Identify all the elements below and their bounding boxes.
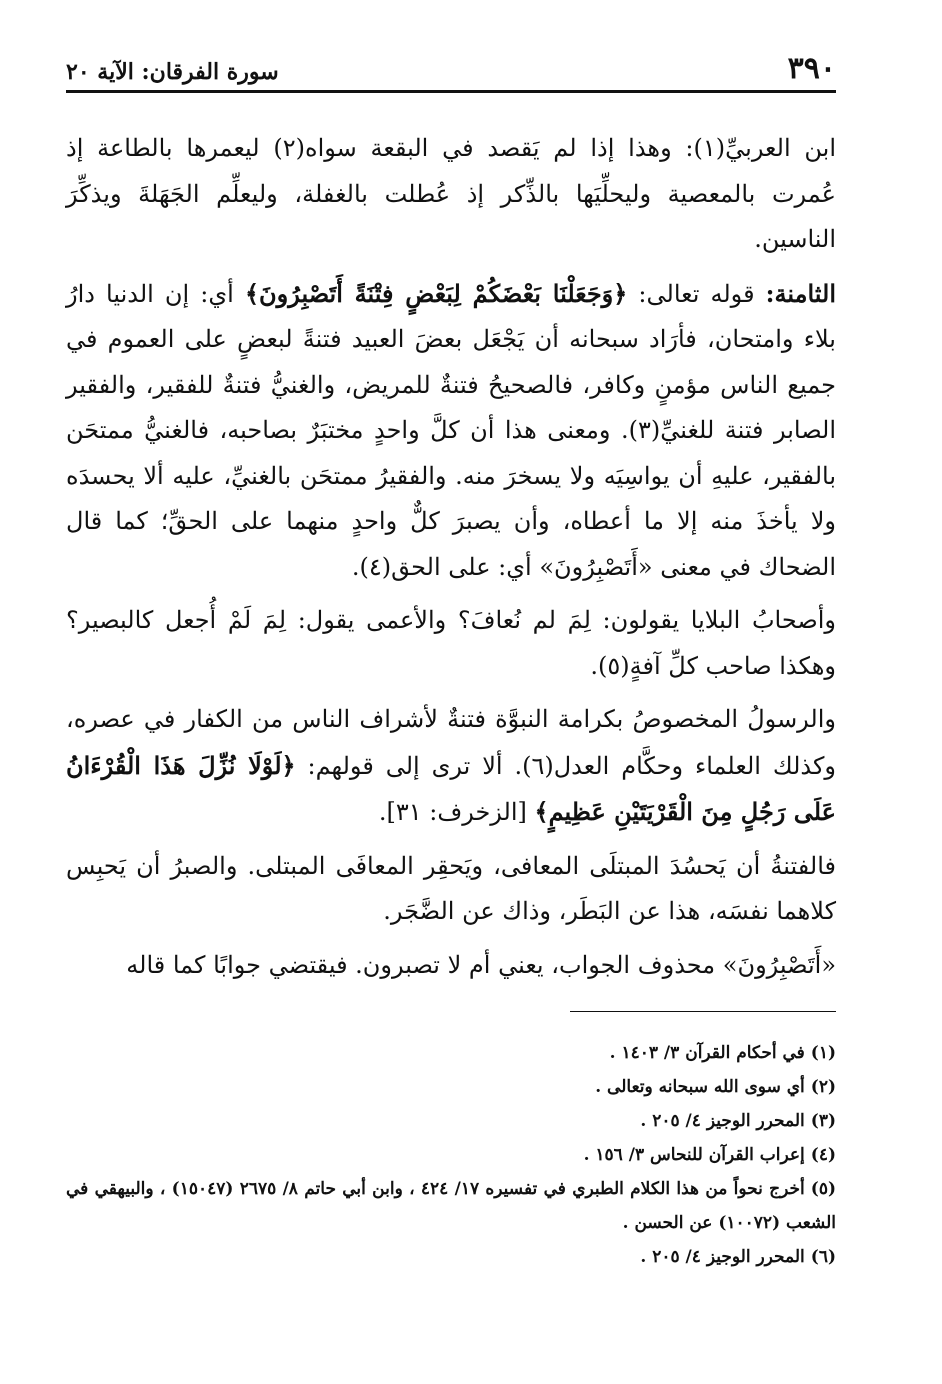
- footnote-number: (٢): [810, 1077, 836, 1097]
- running-title: سورة الفرقان: الآية ٢٠: [66, 59, 279, 85]
- paragraph-1: ابن العربيِّ(١): وهذا إذا لم يَقصد في البقعة سواه(٢) ليعمرها بالطاعة إذ عُمرت بالمعصية وليحلِّيَها بالذِّكر إذ عُطلت بالغفلة، وليعلِّم الجَهَلةَ ويذكِّرَ الناسين.: [66, 134, 836, 253]
- footnote-6: [66, 1240, 836, 1274]
- paragraph-4-text-a: والرسولُ المخصوصُ بكرامة النبوَّة فتنةٌ لأشراف الناس من الكفار في عصره، وكذلك العلماء وحكَّام العدل(٦). ألا ترى إلى قولهم:: [66, 705, 836, 780]
- footnote-text: إعراب القرآن للنحاس ٣/ ١٥٦ .: [583, 1145, 805, 1165]
- footnote-number: (٥): [810, 1179, 837, 1199]
- footnote-number: (٤): [810, 1145, 836, 1165]
- main-text: [66, 126, 836, 996]
- footnotes: [66, 1036, 836, 1274]
- paragraph-2-lead: الثامنة:: [765, 278, 836, 308]
- quran-verse-1: ﴿وَجَعَلْنَا بَعْضَكُمْ لِبَعْضٍ فِتْنَةً أَتَصْبِرُونَ﴾: [244, 278, 628, 308]
- paragraph-2-text-a: قوله تعالى:: [627, 279, 766, 308]
- paragraph-4-text-b: [الزخرف: ٣١].: [378, 798, 535, 826]
- quran-verse-2: ﴿لَوْلَا نُزِّلَ هَذَا الْقُرْءَانُ عَلَى رَجُلٍ مِنَ الْقَرْيَتَيْنِ عَظِيمٍ﴾: [66, 750, 836, 826]
- footnote-1: [66, 1036, 836, 1070]
- footnote-2: [66, 1070, 836, 1104]
- footnote-5: [66, 1172, 836, 1240]
- footnote-text: أي سوى الله سبحانه وتعالى .: [595, 1077, 805, 1097]
- paragraph-2-text-b: أي: إن الدنيا دارُ بلاء وامتحان، فأرَاد سبحانه أن يَجْعَل بعضَ العبيد فتنةً لبعضٍ على العموم في جميع الناس مؤمنٍ وكافر، فالصحيحُ فتنةٌ للمريض، والغنيُّ فتنةٌ للفقير، والفقير الصابر فتنة للغنيِّ(٣). ومعنى هذا أن كلَّ واحدٍ مختبَرٌ بصاحبه، فالغنيُّ ممتحَن بالفقير، عليهِ أن يواسِيَه ولا يسخرَ منه. والفقيرُ ممتحَن بالغنيِّ، عليه ألا يحسدَه ولا يأخذَ منه إلا ما أعطاه، وأن يصبرَ كلٌّ واحدٍ منهما على الحقِّ؛ كما قال الضحاك في معنى «أَتَصْبِرُونَ» أي: على الحق(٤).: [66, 279, 836, 581]
- footnote-text: المحرر الوجيز ٤/ ٢٠٥ .: [640, 1247, 805, 1267]
- paragraph-2: [66, 271, 836, 591]
- footnote-number: (٦): [810, 1247, 836, 1267]
- paragraph-4: [66, 697, 836, 836]
- paragraph-6: «أَتَصْبِرُونَ» محذوف الجواب، يعني أم لا تصبرون. فيقتضي جوابًا كما قاله: [126, 950, 836, 979]
- paragraph-3: وأصحابُ البلايا يقولون: لِمَ لم نُعافَ؟ والأعمى يقول: لِمَ لَمْ أُجعل كالبصير؟ وهكذا صاحب كلِّ آفةٍ(٥).: [66, 606, 836, 680]
- page-header: [66, 50, 836, 93]
- footnote-3: [66, 1104, 836, 1138]
- footnote-4: [66, 1138, 836, 1172]
- page-number: ٣٩٠: [787, 51, 836, 86]
- footnote-number: (٣): [810, 1111, 836, 1131]
- footnote-text: في أحكام القرآن ٣/ ١٤٠٣ .: [609, 1043, 805, 1063]
- footnote-text: المحرر الوجيز ٤/ ٢٠٥ .: [640, 1111, 805, 1131]
- footnote-separator: [570, 1011, 836, 1012]
- footnote-number: (١): [810, 1043, 836, 1063]
- footnote-text: أخرج نحواً من هذا الكلام الطبري في تفسيره ١٧/ ٤٢٤ ، وابن أبي حاتم ٨/ ٢٦٧٥ (١٥٠٤٧) ، والبيهقي في الشعب (١٠٠٧٢) عن الحسن .: [66, 1179, 836, 1233]
- paragraph-5: فالفتنةُ أن يَحسُدَ المبتلَى المعافى، ويَحقِر المعافَى المبتلى. والصبرُ أن يَحبِس كلاهما نفسَه، هذا عن البَطَر، وذاك عن الضَّجَر.: [66, 851, 836, 925]
